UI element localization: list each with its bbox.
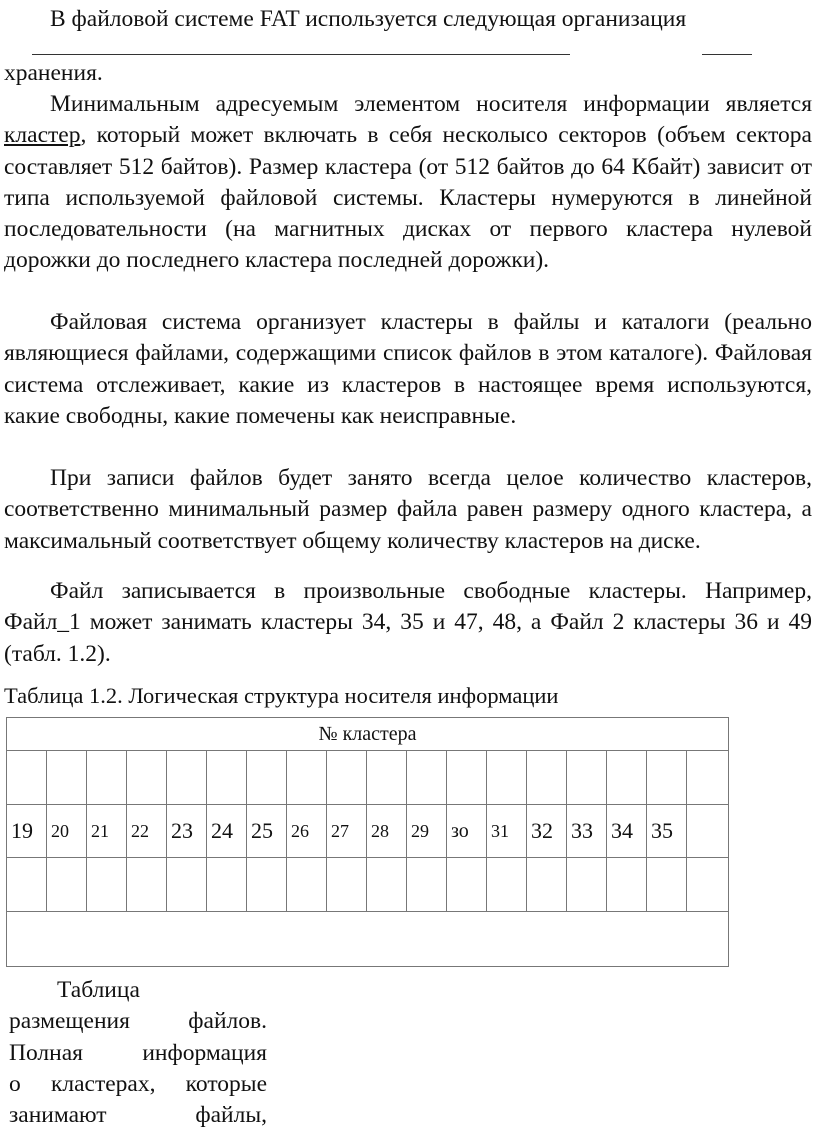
cluster-number-cell: [687, 805, 729, 858]
table-cell: [367, 858, 407, 912]
side-line: размещения файлов.: [9, 1008, 267, 1035]
table-cell: [407, 858, 447, 912]
table-cell: [687, 858, 729, 912]
table-cell: [87, 858, 127, 912]
cluster-table: [6, 717, 729, 967]
table-cell: [247, 751, 287, 805]
cluster-number-cell: 22: [127, 805, 167, 858]
table-header-row: [7, 718, 729, 751]
cluster-number-cell: 27: [327, 805, 367, 858]
table-cell: [447, 858, 487, 912]
paragraph-file-placement: [4, 576, 812, 670]
side-line: занимают файлы,: [9, 1102, 267, 1129]
table-cell: [407, 751, 447, 805]
table-merged-cell: [7, 912, 729, 967]
paragraph-file-system: [4, 307, 812, 432]
paragraph-file-writing: [4, 463, 812, 557]
blank-line-short: [702, 54, 752, 55]
cluster-number-cell: 19: [7, 805, 47, 858]
table-cell: [287, 858, 327, 912]
cluster-number-cell: 33: [567, 805, 607, 858]
table-row-merged: [7, 912, 729, 967]
cluster-number-cell: 21: [87, 805, 127, 858]
table-row: [7, 751, 729, 805]
cluster-number-cell: 25: [247, 805, 287, 858]
table-cell: [127, 858, 167, 912]
file-system-text: Файловая система организует кластеры в файлы и каталоги (реально являющиеся файлами, содержащими список файлов в этом каталоге). Файловая система отслеживает, какие из кластеров в настоящее время используются, какие свободны, какие помечены как неисправные.: [4, 309, 812, 429]
paragraph-cluster-definition: [4, 89, 812, 277]
file-placement-text: Файл записывается в произвольные свободные кластеры. Например, Файл_1 может занимать кластеры 34, 35 и 47, 48, а Файл 2 кластеры 36 и 49 (табл. 1.2).: [4, 578, 812, 667]
cluster-number-cell: 26: [287, 805, 327, 858]
paragraph-intro-continuation: [4, 58, 812, 89]
cluster-number-cell: 34: [607, 805, 647, 858]
table-row-cluster-numbers: [7, 805, 729, 858]
intro-line-1: В файловой системе FAT используется следующая организация: [50, 6, 687, 32]
table-cell: [567, 858, 607, 912]
table-cell: [527, 858, 567, 912]
cluster-number-cell: 31: [487, 805, 527, 858]
side-line: о кластерах, которые: [9, 1070, 267, 1097]
file-writing-text: При записи файлов будет занято всегда целое количество кластеров, соответственно минимальный размер файла равен размеру одного кластера, а максимальный соответствует общему количеству кластеров на диске.: [4, 465, 812, 554]
table-cell: [327, 751, 367, 805]
table-cell: [287, 751, 327, 805]
cluster-term: кластер: [4, 122, 81, 149]
intro-line-2: хранения.: [4, 60, 103, 86]
table-cell: [687, 751, 729, 805]
cluster-number-cell: 28: [367, 805, 407, 858]
table-cell: [367, 751, 407, 805]
cluster-number-cell: 32: [527, 805, 567, 858]
cluster-number-cell: зо: [447, 805, 487, 858]
table-cell: [47, 751, 87, 805]
side-line: Таблица: [57, 977, 140, 1003]
table-cell: [7, 858, 47, 912]
table-cell: [527, 751, 567, 805]
cluster-number-cell: 20: [47, 805, 87, 858]
table-cell: [647, 751, 687, 805]
table-cell: [167, 858, 207, 912]
table-cell: [567, 751, 607, 805]
paragraph-intro: [4, 4, 812, 35]
table-row: [7, 858, 729, 912]
blank-line-long: [32, 54, 570, 55]
table-cell: [47, 858, 87, 912]
table-cell: [207, 858, 247, 912]
table-cell: [487, 858, 527, 912]
cluster-text-before: Минимальным адресуемым элементом носителя информации является: [50, 91, 812, 117]
table-cell: [167, 751, 207, 805]
table-cell: [447, 751, 487, 805]
side-text-block: [9, 975, 267, 1131]
cluster-number-cell: 24: [207, 805, 247, 858]
cluster-text-after: , который может включать в себя несколысо секторов (объем сектора составляет 512 байтов). Размер кластера (от 512 байтов до 64 Кбайт) зависит от типа используемой файловой системы. Кластеры нумеруются в линейной последовательности (на магнитных дисках от первого кластера нулевой дорожки до последнего кластера последней дорожки).: [4, 122, 812, 274]
table-cell: [247, 858, 287, 912]
table-cell: [207, 751, 247, 805]
table-caption: Таблица 1.2. Логическая структура носителя информации: [4, 683, 559, 708]
cluster-number-cell: 23: [167, 805, 207, 858]
table-header-cell: № кластера: [7, 718, 729, 751]
table-cell: [87, 751, 127, 805]
cluster-number-cell: 35: [647, 805, 687, 858]
table-cell: [7, 751, 47, 805]
table-cell: [607, 858, 647, 912]
table-cell: [127, 751, 167, 805]
table-cell: [327, 858, 367, 912]
cluster-number-cell: 29: [407, 805, 447, 858]
side-line: Полная информация: [9, 1039, 267, 1066]
table-cell: [487, 751, 527, 805]
table-cell: [607, 751, 647, 805]
table-cell: [647, 858, 687, 912]
